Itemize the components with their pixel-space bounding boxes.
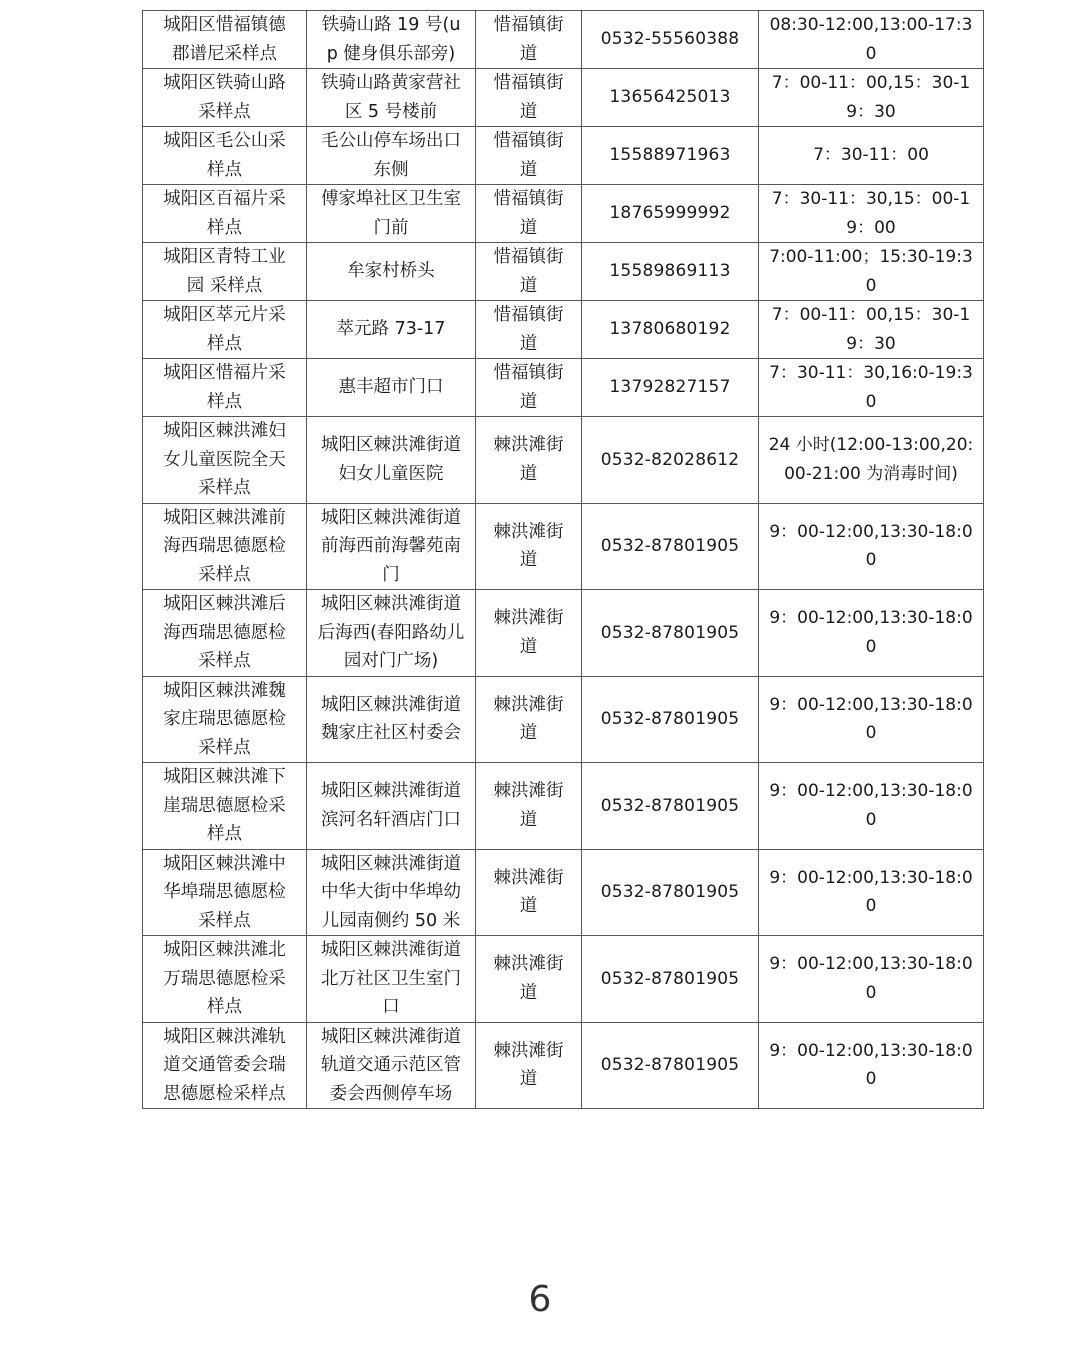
- site-address-cell: 牟家村桥头: [307, 243, 476, 301]
- hours-cell: 24 小时(12:00-13:00,20:00-21:00 为消毒时间): [759, 417, 984, 504]
- site-name-cell: 城阳区棘洪滩妇女儿童医院全天采样点: [143, 417, 307, 504]
- phone-cell: 18765999992: [582, 185, 759, 243]
- site-name-cell: 城阳区棘洪滩魏家庄瑞思德愿检采样点: [143, 676, 307, 763]
- site-address-cell: 萃元路 73-17: [307, 301, 476, 359]
- hours-cell: 9：00-12:00,13:30-18:00: [759, 1022, 984, 1109]
- phone-cell: 0532-87801905: [582, 676, 759, 763]
- hours-cell: 9：00-12:00,13:30-18:00: [759, 676, 984, 763]
- table-row: [143, 69, 984, 127]
- phone-cell: 0532-82028612: [582, 417, 759, 504]
- phone-cell: 0532-87801905: [582, 849, 759, 936]
- table-row: [143, 185, 984, 243]
- table-row: [143, 301, 984, 359]
- site-address-cell: 城阳区棘洪滩街道前海西前海馨苑南门: [307, 503, 476, 590]
- phone-cell: 0532-87801905: [582, 1022, 759, 1109]
- table-row: [143, 417, 984, 504]
- phone-cell: 0532-87801905: [582, 763, 759, 850]
- table-row: [143, 849, 984, 936]
- street-cell: 棘洪滩街道: [476, 849, 582, 936]
- site-name-cell: 城阳区棘洪滩北万瑞思德愿检采样点: [143, 936, 307, 1023]
- sampling-sites-table: [142, 10, 984, 1109]
- street-cell: 惜福镇街道: [476, 69, 582, 127]
- phone-cell: 13780680192: [582, 301, 759, 359]
- site-address-cell: 城阳区棘洪滩街道中华大街中华埠幼儿园南侧约 50 米: [307, 849, 476, 936]
- site-address-cell: 毛公山停车场出口东侧: [307, 127, 476, 185]
- hours-cell: 7：30-11：30,15：00-19：00: [759, 185, 984, 243]
- site-address-cell: 城阳区棘洪滩街道轨道交通示范区管委会西侧停车场: [307, 1022, 476, 1109]
- street-cell: 惜福镇街道: [476, 301, 582, 359]
- site-address-cell: 铁骑山路黄家营社区 5 号楼前: [307, 69, 476, 127]
- street-cell: 惜福镇街道: [476, 243, 582, 301]
- table-row: [143, 11, 984, 69]
- street-cell: 棘洪滩街道: [476, 417, 582, 504]
- phone-cell: 0532-87801905: [582, 936, 759, 1023]
- phone-cell: 0532-87801905: [582, 503, 759, 590]
- phone-cell: 0532-87801905: [582, 590, 759, 677]
- site-address-cell: 惠丰超市门口: [307, 359, 476, 417]
- hours-cell: 7：30-11：00: [759, 127, 984, 185]
- table-row: [143, 1022, 984, 1109]
- hours-cell: 7：30-11：30,16:0-19:30: [759, 359, 984, 417]
- site-name-cell: 城阳区惜福片采样点: [143, 359, 307, 417]
- street-cell: 棘洪滩街道: [476, 676, 582, 763]
- site-name-cell: 城阳区百福片采样点: [143, 185, 307, 243]
- hours-cell: 08:30-12:00,13:00-17:30: [759, 11, 984, 69]
- site-name-cell: 城阳区萃元片采样点: [143, 301, 307, 359]
- site-address-cell: 铁骑山路 19 号(up 健身俱乐部旁): [307, 11, 476, 69]
- street-cell: 惜福镇街道: [476, 11, 582, 69]
- table-row: [143, 590, 984, 677]
- street-cell: 棘洪滩街道: [476, 590, 582, 677]
- hours-cell: 7：00-11：00,15：30-19：30: [759, 301, 984, 359]
- street-cell: 棘洪滩街道: [476, 1022, 582, 1109]
- site-name-cell: 城阳区棘洪滩前海西瑞思德愿检采样点: [143, 503, 307, 590]
- site-name-cell: 城阳区棘洪滩下崖瑞思德愿检采样点: [143, 763, 307, 850]
- street-cell: 惜福镇街道: [476, 127, 582, 185]
- table-row: [143, 127, 984, 185]
- site-address-cell: 城阳区棘洪滩街道妇女儿童医院: [307, 417, 476, 504]
- table-row: [143, 503, 984, 590]
- site-name-cell: 城阳区惜福镇德郡谱尼采样点: [143, 11, 307, 69]
- street-cell: 惜福镇街道: [476, 359, 582, 417]
- site-name-cell: 城阳区毛公山采样点: [143, 127, 307, 185]
- table-row: [143, 763, 984, 850]
- site-address-cell: 傅家埠社区卫生室门前: [307, 185, 476, 243]
- phone-cell: 0532-55560388: [582, 11, 759, 69]
- site-address-cell: 城阳区棘洪滩街道后海西(春阳路幼儿园对门广场): [307, 590, 476, 677]
- site-name-cell: 城阳区铁骑山路采样点: [143, 69, 307, 127]
- table-row: [143, 243, 984, 301]
- site-address-cell: 城阳区棘洪滩街道滨河名轩酒店门口: [307, 763, 476, 850]
- street-cell: 惜福镇街道: [476, 185, 582, 243]
- site-name-cell: 城阳区棘洪滩轨道交通管委会瑞思德愿检采样点: [143, 1022, 307, 1109]
- hours-cell: 7:00-11:00；15:30-19:30: [759, 243, 984, 301]
- site-address-cell: 城阳区棘洪滩街道魏家庄社区村委会: [307, 676, 476, 763]
- table-row: [143, 676, 984, 763]
- hours-cell: 9：00-12:00,13:30-18:00: [759, 936, 984, 1023]
- street-cell: 棘洪滩街道: [476, 936, 582, 1023]
- table-row: [143, 359, 984, 417]
- phone-cell: 15589869113: [582, 243, 759, 301]
- site-address-cell: 城阳区棘洪滩街道北万社区卫生室门口: [307, 936, 476, 1023]
- page-number: 6: [528, 1279, 552, 1320]
- hours-cell: 9：00-12:00,13:30-18:00: [759, 503, 984, 590]
- table-row: [143, 936, 984, 1023]
- phone-cell: 13656425013: [582, 69, 759, 127]
- hours-cell: 9：00-12:00,13:30-18:00: [759, 849, 984, 936]
- street-cell: 棘洪滩街道: [476, 763, 582, 850]
- table-body: [143, 11, 984, 1109]
- street-cell: 棘洪滩街道: [476, 503, 582, 590]
- hours-cell: 7：00-11：00,15：30-19：30: [759, 69, 984, 127]
- site-name-cell: 城阳区棘洪滩中华埠瑞思德愿检采样点: [143, 849, 307, 936]
- hours-cell: 9：00-12:00,13:30-18:00: [759, 590, 984, 677]
- site-name-cell: 城阳区棘洪滩后海西瑞思德愿检采样点: [143, 590, 307, 677]
- phone-cell: 15588971963: [582, 127, 759, 185]
- phone-cell: 13792827157: [582, 359, 759, 417]
- hours-cell: 9：00-12:00,13:30-18:00: [759, 763, 984, 850]
- site-name-cell: 城阳区青特工业园 采样点: [143, 243, 307, 301]
